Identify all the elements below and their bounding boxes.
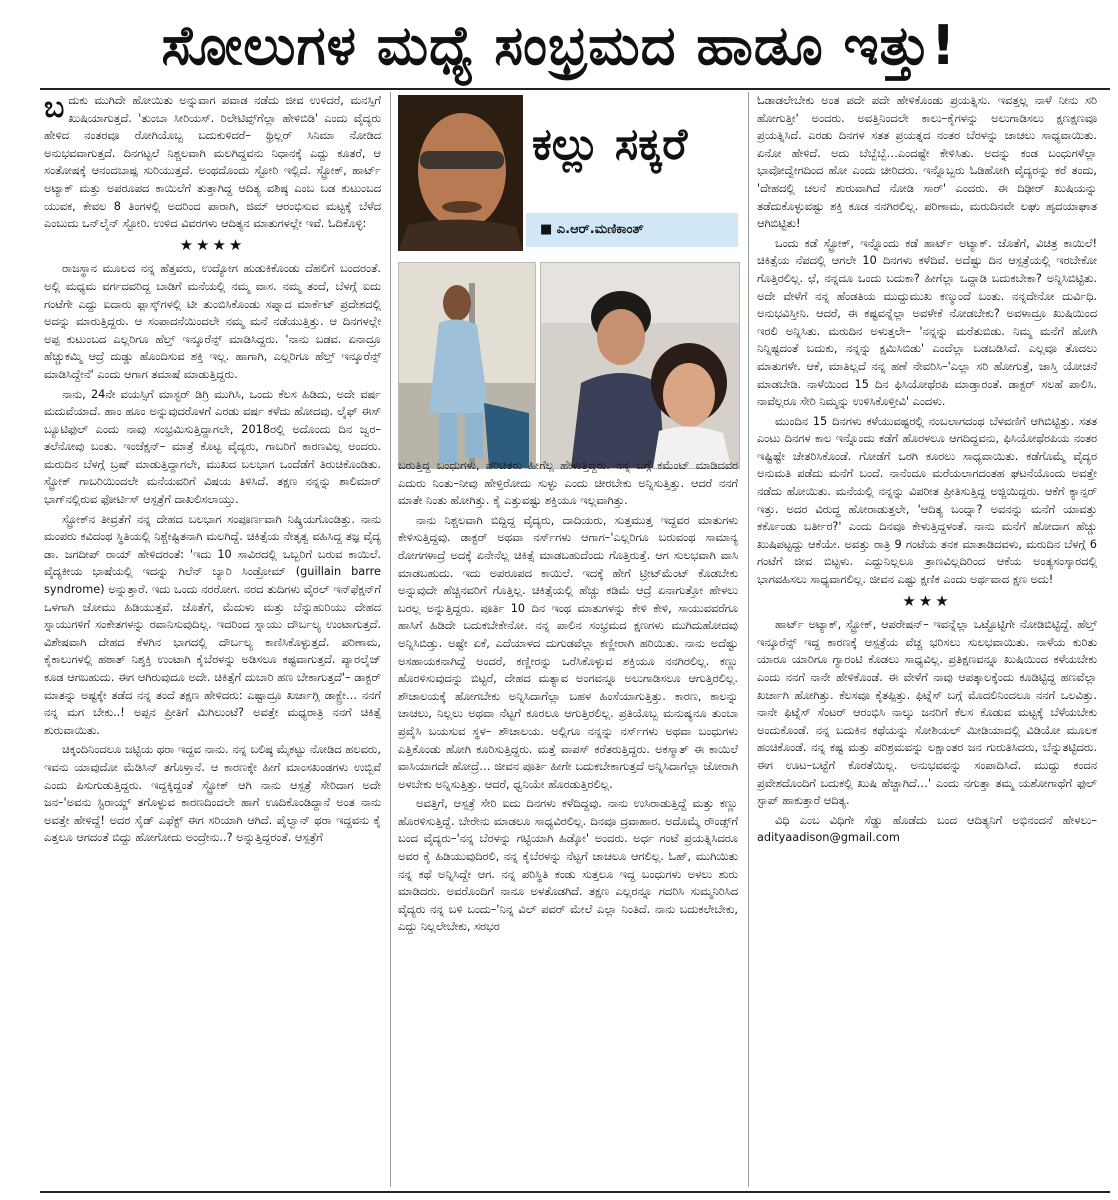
paragraph: ಸ್ಟ್ರೋಕ್‌ನ ತೀವ್ರತೆಗೆ ನನ್ನ ದೇಹದ ಬಲಭಾಗ ಸಂಪೂರ್ಣವಾಗಿ ನಿಷ್ಕ್ರಿಯಗೊಂಡಿತ್ತು. ನಾನು ಮಂಪರು ಕವಿದಂಥ ಸ್ಥಿತಿಯಲ್ಲಿ ನಿಶ್ಚೇಷ್ಟಿತನಾಗಿ ಮಲಗಿದ್ದೆ. ಚಿಕಿತ್ಸೆಯ ನೇತೃತ್ವ ವಹಿಸಿದ್ದ ತಜ್ಞ ವೈದ್ಯ ಡಾ. ಜಗದೀಪ್ ರಾಯ್ ಹೇಳಿದರಂತೆ: 'ಇದು 10 ಸಾವಿರದಲ್ಲಿ ಒಬ್ಬರಿಗೆ ಬರುವ ಕಾಯಿಲೆ. ವೈದ್ಯಕೀಯ ಭಾಷೆಯಲ್ಲಿ ಇದನ್ನು ಗಿಲೆನ್ ಬ್ಯಾರಿ ಸಿಂಡ್ರೋಮ್ (guillain barre syndrome) ಅನ್ನುತ್ತಾರೆ. ಇದು ಒಂದು ನರರೋಗ. ನರದ ತುದಿಗಳು ವೈರಲ್ ಇನ್‌ಫೆಕ್ಷನ್‌ಗೆ ಒಳಗಾಗಿ ಜೋಮು ಹಿಡಿಯುತ್ತವೆ. ಜೊತೆಗೆ, ಮೆದುಳು ಮತ್ತು ಬೆನ್ನುಹುರಿಯು ದೇಹದ ಸ್ನಾಯುಗಳಿಗೆ ಸಂಕೇತಗಳನ್ನು ರವಾನಿಸುವುದಿಲ್ಲ. ಇದರಿಂದ ಸ್ನಾಯು ದೌರ್ಬಲ್ಯ ಉಂಟಾಗುತ್ತದೆ. ವಿಶೇಷವಾಗಿ ದೇಹದ ಕೆಳಗಿನ ಭಾಗದಲ್ಲಿ ದೌರ್ಬಲ್ಯ ಕಾಣಿಸಿಕೊಳ್ಳುತ್ತದೆ. ಪರಿಣಾಮ, ಕೈಕಾಲುಗಳಲ್ಲಿ ಹಠಾತ್ ನಿಶ್ಶಕ್ತಿ ಉಂಟಾಗಿ ಕೈಬೆರಳನ್ನು ಅಡಿಸಲೂ ಕಷ್ಟವಾಗುತ್ತದೆ. ಪ್ಯಾರಲೈಜ್ ಕೂಡ ಆಗಬಹುದು. ಈಗ ಆಗಿರುವುದೂ ಅದೇ. ಚಿಕಿತ್ಸೆಗೆ ದುಬಾರಿ ಹಣ ಬೇಕಾಗುತ್ತದೆ'– ಡಾಕ್ಟರ್ ಮಾತನ್ನು ಅಷ್ಟಕ್ಕೇ ತಡೆದ ನನ್ನ ತಂದೆ ತಕ್ಷಣ ಹೇಳಿದರು: ಎಷ್ಟಾದ್ರೂ ಖರ್ಚಾಗ್ಲಿ ಡಾಕ್ಟ್ರೇ… ನನಗೆ ನನ್ನ ಮಗ ಬೇಕು..! ಅಪ್ಪನ ಪ್ರೀತಿಗೆ ಮಿಗಿಲುಂಟೆ? ಅವತ್ತೇ ಮಧ್ಯರಾತ್ರಿ ನನಗೆ ಚಿಕಿತ್ಸೆ ಶುರುವಾಯಿತು. [44,512,381,737]
column-header [398,95,738,251]
article-column-3 [757,92,1097,1187]
paragraph: ನಾನು, 24ನೇ ವಯಸ್ಸಿಗೆ ಮಾಸ್ಟರ್ ಡಿಗ್ರಿ ಮುಗಿಸಿ, ಒಂದು ಕೆಲಸ ಹಿಡಿದು, ಅದೇ ವರ್ಷ ಮದುವೆಯಾದೆ. ಹಾಂ ಹೂಂ ಅನ್ನುವುದರೊಳಗೆ ಎರಡು ವರ್ಷ ಕಳೆದು ಹೋದವು. ಲೈಫ್ ಈಸ್ ಬ್ಯೂಟಿಫುಲ್ ಎಂದು ನಾವು ಸಂಭ್ರಮಿಸುತ್ತಿದ್ದಾಗಲೇ, 2018ರಲ್ಲಿ ಅದೊಂದು ದಿನ ಜ್ವರ–ತಲೆನೋವು ಬಂತು. ಇಂಜೆಕ್ಷನ್– ಮಾತ್ರೆ ಕೊಟ್ಟ ವೈದ್ಯರು, ಗಾಬರಿಗೆ ಕಾರಣವಿಲ್ಲ ಅಂದರು. ಮರುದಿನ ಬೆಳಗ್ಗೆ ಬ್ರಷ್ ಮಾಡುತ್ತಿದ್ದಾಗಲೇ, ಮುಖದ ಬಲಭಾಗ ಒಂದೆಡೆಗೆ ತಿರುಚಿಕೊಂಡಿತು. ಸ್ಟ್ರೋಕ್ ಗಾಬರಿಯಿಂದಲೇ ಮನೆಯವರಿಗೆ ವಿಷಯ ತಿಳಿಸಿದೆ. ತಕ್ಷಣ ನನ್ನನ್ನು ಶಾಲಿಮಾರ್ ಭಾಗ್‌ನಲ್ಲಿರುವ ಫೋರ್ಟಿಸ್ ಆಸ್ಪತ್ರೆಗೆ ದಾಖಲಿಸಲಾಯ್ತು. [44,387,381,507]
bottom-rule [40,1191,1110,1193]
intro-paragraph: ಬದುಕು ಮುಗಿದೇ ಹೋಯಿತು ಅನ್ನುವಾಗ ಪವಾಡ ನಡೆದು ಜೀವ ಉಳಿದರೆ, ಮನಸ್ಸಿಗೆ ಖುಷಿಯಾಗುತ್ತದೆ. 'ತುಂಬಾ ಸೀರಿಯಸ್. ರಿಲೇಟಿವ್ಸ್‌ಗೆಲ್ಲಾ ಹೇಳಿಬಿಡಿ' ಎಂದು ವೈದ್ಯರು ಹೇಳಿದ ನಂತರವೂ ರೋಗಿಯೊಬ್ಬ ಬದುಕುಳಿದರೆ– ಥ್ರಿಲ್ಲರ್ ಸಿನಿಮಾ ನೋಡಿದ ಅನುಭವವಾಗುತ್ತದೆ. ದಿನಗಟ್ಟಲೆ ನಿಶ್ಚಲವಾಗಿ ಮಲಗಿದ್ದವನು ನಿಧಾನಕ್ಕೆ ಎದ್ದು ಕೂತರೆ, ಆ ಸಂತೋಷಕ್ಕೆ ಆನಂದಬಾಷ್ಪ ಸುರಿಯುತ್ತದೆ. ಅಂಥದೊಂದು ಸ್ಟೋರಿ ಇಲ್ಲಿದೆ. ಸ್ಟ್ರೋಕ್, ಹಾರ್ಟ್ ಅಟ್ಯಾಕ್ ಮತ್ತು ಅಪರೂಪದ ಕಾಯಿಲೆಗೆ ತುತ್ತಾಗಿದ್ದ ಆದಿತ್ಯ ವಶಿಷ್ಠ ಎಂಬ ಬಡ ಕುಟುಂಬದ ಯುವಕ, ಕೇವಲ 8 ತಿಂಗಳಲ್ಲಿ ಅದರಿಂದ ಪಾರಾಗಿ, ಜಿಮ್ ಆರಂಭಿಸುವ ಮಟ್ಟಕ್ಕೆ ಬೆಳೆದ ಎಂಬುದು ಒನ್‌ಲೈನ್ ಸ್ಟೋರಿ. ಉಳಿದ ವಿವರಗಳು ಆದಿತ್ಯನ ಮಾತುಗಳಲ್ಲೇ ಇವೆ. ಓದಿಕೊಳ್ಳಿ: [44,92,381,231]
section-divider-stars: ★★★ [902,591,952,610]
paragraph: ಮುಂದಿನ 15 ದಿನಗಳು ಕಳೆಯುವಷ್ಟರಲ್ಲಿ ನಂಬಲಾಗದಂಥ ಬೆಳವಣಿಗೆ ಆಗಿಬಿಟ್ಟಿತ್ತು. ಸತತ ಎಂಟು ದಿನಗಳ ಕಾಲ ಇನ್ನೊಂದು ಕಡೆಗೆ ಹೊರಳಲೂ ಆಗದಿದ್ದವನು, ಫಿಸಿಯೋಥೆರಪಿಯ ನಂತರ ಇಷ್ಟಿಷ್ಟೇ ಚೇತರಿಸಿಕೊಂಡೆ. ಗೋಡೆಗೆ ಒರಗಿ ಕೂರಲು ಸಾಧ್ಯವಾಯಿತು. ಕಡೆಗೊಮ್ಮೆ ವೈದ್ಯರ ಅನುಮತಿ ಪಡೆದು ಮನೆಗೆ ಬಂದೆ. ನಾನೆಂದೂ ಮರೆಯಲಾಗದಂತಹ ಘಟನೆಯೊಂದು ಅವತ್ತೇ ನಡೆದು ಹೋಯಿತು. ಮನೆಯಲ್ಲಿ ನನ್ನನ್ನು ವಿಪರೀತ ಪ್ರೀತಿಸುತ್ತಿದ್ದ ಅಜ್ಜಿಯಿದ್ದರು. ಆಕೆಗೆ ಕ್ಯಾನ್ಸರ್ ಇತ್ತು. ಅದರ ವಿರುದ್ಧ ಹೋರಾಡುತ್ತಲೇ, 'ಆದಿತ್ಯ ಬಂದ್ನಾ? ಅವನನ್ನು ಮನೆಗೆ ಯಾವತ್ತು ಕರ್ಕೊಂಡು ಬರ್ತೀರ?' ಎಂದು ದಿನವೂ ಕೇಳುತ್ತಿದ್ದಳಂತೆ. ನಾನು ಮನೆಗೆ ಹೋದಾಗ ಹೆಚ್ಚು ಖುಷಿಪಟ್ಟದ್ದು ಆಕೆಯೇ. ಅವತ್ತು ರಾತ್ರಿ 9 ಗಂಟೆಯ ತನಕ ಮಾತಾಡಿದವಳು, ಮರುದಿನ ಬೆಳಗ್ಗೆ 6 ಗಂಟೆಗೆ ಜೀವ ಬಿಟ್ಟಳು. ಎದ್ದುನಿಲ್ಲಲೂ ತ್ರಾಣವಿಲ್ಲದಿರಿಂದ ಆಕೆಯ ಅಂತ್ಯಸಂಸ್ಕಾರದಲ್ಲಿ ಭಾಗವಹಿಸಲು ಸಾಧ್ಯವಾಗಲಿಲ್ಲ. ಜೀವನ ಎಷ್ಟು ಕ್ಷಣಿಕ ಎಂದು ಅರ್ಥವಾದ ಕ್ಷಣ ಅದು! [757,414,1097,587]
paragraph: ರಾಜಸ್ಥಾನ ಮೂಲದ ನನ್ನ ಹೆತ್ತವರು, ಉದ್ಯೋಗ ಹುಡುಕಿಕೊಂಡು ದೆಹಲಿಗೆ ಬಂದರಂತೆ. ಅಲ್ಲಿ ಮಧ್ಯಮ ವರ್ಗದವರಿದ್ದ ಬಾಡಿಗೆ ಮನೆಯಲ್ಲಿ ನಮ್ಮ ವಾಸ. ನಮ್ಮ ತಂದೆ, ಬೆಳಗ್ಗೆ ಐದು ಗಂಟೆಗೇ ಎದ್ದು ಐದಾರು ಫ್ಲಾಸ್ಕ್‌ಗಳಲ್ಲಿ ಟೀ ತುಂಬಿಸಿಕೊಂಡು ಸಪ್ನಾದ ಮಾರ್ಕೆಟ್ ಪ್ರದೇಶದಲ್ಲಿ ಅದನ್ನು ಮಾರುತ್ತಿದ್ದರು. ಆ ಸಂಪಾದನೆಯಿಂದಲೇ ನಮ್ಮ ಮನೆ ನಡೆಯುತ್ತಿತ್ತು. ಆ ದಿನಗಳಲ್ಲೇ ಅಪ್ಪ ಕುಟುಂಬದ ಎಲ್ಲರಿಗೂ ಹೆಲ್ತ್ ಇನ್ಶೂರೆನ್ಸ್ ಮಾಡಿಸಿದ್ದರು. 'ನಾನು ಬಡವ. ಏನಾದ್ರೂ ಹೆಚ್ಚುಕಮ್ಮಿ ಆದ್ರೆ ದುಡ್ಡು ಹೊಂದಿಸುವ ಶಕ್ತಿ ಇಲ್ಲ. ಹಾಗಾಗಿ, ಎಲ್ಲರಿಗೂ ಹೆಲ್ತ್ ಇನ್ಶೂರೆನ್ಸ್ ಮಾಡಿಸಿದ್ದೇನೆ' ಎಂದು ಆಗಾಗ ತಮಾಷೆ ಮಾಡುತ್ತಿದ್ದರು. [44,262,381,381]
closing-paragraph: ವಿಧಿ ಎಂಬ ವಿಧಿಗೇ ಸೆಡ್ಡು ಹೊಡೆದು ಬಂದ ಆದಿತ್ಯನಿಗೆ ಅಭಿನಂದನೆ ಹೇಳಲು–adityaadison@gmail.com [757,813,1097,845]
couple-selfie-photo [540,262,740,469]
article-column-1 [44,92,381,1187]
paragraph: ಒಂದು ಕಡೆ ಸ್ಟ್ರೋಕ್, ಇನ್ನೊಂದು ಕಡೆ ಹಾರ್ಟ್ ಅಟ್ಯಾಕ್. ಜೊತೆಗೆ, ವಿಚಿತ್ರ ಕಾಯಿಲೆ! ಚಿಕಿತ್ಸೆಯ ನೆಪದಲ್ಲಿ ಆಗಲೇ 10 ದಿನಗಳು ಕಳೆದಿವೆ. ಅದೆಷ್ಟು ದಿನ ಆಸ್ಪತ್ರೆಯಲ್ಲಿ ಇರಬೇಕೋ ಗೊತ್ತಿರಲಿಲ್ಲ. ಛೆ, ನನ್ನದೂ ಒಂದು ಬದುಕಾ? ಹೀಗೆಲ್ಲಾ ಒದ್ದಾಡಿ ಬದುಕಬೇಕಾ? ಅನ್ನಿಸಿಬಿಟ್ಟಿತು. ಅದೇ ವೇಳೆಗೆ ನನ್ನ ಹೆಂಡತಿಯ ಮುದ್ದುಮುಖ ಕಣ್ಮುಂದೆ ಬಂತು. ನನ್ನದೇನೋ ದುರ್ವಿಧಿ. ಅನುಭವಿಸ್ತೀನಿ. ಆದರೆ, ಈ ಕಷ್ಟವನ್ನೆಲ್ಲಾ ಅವಳೇಕೆ ನೋಡಬೇಕು? ಅವಳಾದ್ರೂ ಖುಷಿಯಿಂದ ಇರಲಿ ಅನ್ನಿಸಿತು. ಮರುದಿನ ಅಳುತ್ತಲೇ– 'ನನ್ನನ್ನು ಮರೆತುಬಿಡು. ನಿಮ್ಮ ಮನೆಗೆ ಹೋಗಿ ನಿನ್ನಿಷ್ಟದಂತೆ ಬದುಕು, ನನ್ನನ್ನು ಕ್ಷಮಿಸಿಬಿಡು' ಎಂದೆಲ್ಲಾ ಬಡಬಡಿಸಿದೆ. ಎಲ್ಲವೂ ತೊದಲು ಮಾತುಗಳೇ. ಆಕೆ, ಮಾತಿಲ್ಲದೆ ನನ್ನ ಹಣೆ ನೇವರಿಸಿ–'ಎಲ್ಲಾ ಸರಿ ಹೋಗುತ್ತೆ, ಜಾಸ್ತಿ ಯೋಚನೆ ಮಾಡಬೇಡಿ. ನಾಳೆಯಿಂದ 15 ದಿನ ಫಿಸಿಯೋಥೆರಪಿ ಮಾಡ್ತಾರಂತೆ. ಡಾಕ್ಟರ್ ಸಲಹೆ ಪಾಲಿಸಿ. ನಾವೆಲ್ಲರೂ ಸೇರಿ ನಿಮ್ಮನ್ನು ಉಳಿಸಿಕೊಳ್ತೀವಿ' ಎಂದಳು. [757,236,1097,409]
paragraph: ಓಡಾಡಲೇಬೇಕು ಅಂತ ಪದೇ ಪದೇ ಹೇಳಿಕೊಂಡು ಪ್ರಯತ್ನಿಸು. ಇವತ್ತಲ್ಲ ನಾಳೆ ನೀನು ಸರಿ ಹೋಗುತ್ತೀ' ಅಂದರು. ಅವತ್ತಿನಿಂದಲೇ ಕಾಲು–ಕೈಗಳನ್ನು ಅಲುಗಾಡಿಸಲು ಕ್ಷಣಕ್ಷಣವೂ ಪ್ರಯತ್ನಿಸಿದೆ. ಎರಡು ದಿನಗಳ ಸತತ ಪ್ರಯತ್ನದ ನಂತರ ಬೆರಳನ್ನು ಚಾಚಲು ಸಾಧ್ಯವಾಯಿತು. ಏನೋ ಹೇಳಿದೆ. ಅದು ಬೆಬ್ಬೆಬ್ಬೆ…ಎಂದಷ್ಟೇ ಕೇಳಿಸಿತು. ಅದನ್ನು ಕಂಡ ಬಂಧುಗಳೆಲ್ಲಾ ಭಾವೋದ್ವೇಗದಿಂದ ಹೋ ಎಂದು ಚೀರಿದರು. ಇನ್ನೊಬ್ಬರು ಓಡಿಹೋಗಿ ವೈದ್ಯರನ್ನು ಕರೆ ತಂದು, 'ದೇಹದಲ್ಲಿ ಚಲನೆ ಶುರುವಾಗಿದೆ ನೋಡಿ ಸಾರ್' ಎಂದರು. ಈ ದಿಢೀರ್ ಖುಷಿಯನ್ನು ತಡೆದುಕೊಳ್ಳುವಷ್ಟು ಶಕ್ತಿ ಕೂಡ ನನಗಿರಲಿಲ್ಲ. ಪರಿಣಾಮ, ಮರುದಿನವೇ ಲಘು ಹೃದಯಾಘಾತ ಆಗಿಬಿಟ್ಟಿತು! [757,94,1097,231]
article-column-2 [398,457,738,1187]
column-divider [748,92,749,1187]
section-divider-stars: ★★★★ [179,235,246,254]
contact-email[interactable]: adityaadison@gmail.com [757,831,900,845]
paragraph: ಹಾರ್ಟ್ ಅಟ್ಯಾಕ್, ಸ್ಟ್ರೋಕ್, ಆಪರೇಷನ್– ಇವನ್ನೆಲ್ಲಾ ಒಟ್ಟೊಟ್ಟಿಗೇ ನೋಡಿಬಿಟ್ಟಿದ್ದೆ. ಹೆಲ್ತ್ ಇನ್ಶೂರೆನ್ಸ್ ಇದ್ದ ಕಾರಣಕ್ಕೆ ಆಸ್ಪತ್ರೆಯ ವೆಚ್ಚ ಭರಿಸಲು ಸುಲಭವಾಯಿತು. ನಾಳೆಯ ಕುರಿತು ಯಾರೂ ಯಾರಿಗೂ ಗ್ಯಾರಂಟಿ ಕೊಡಲು ಸಾಧ್ಯವಿಲ್ಲ. ಪ್ರತಿಕ್ಷಣವನ್ನೂ ಖುಷಿಯಿಂದ ಕಳೆಯಬೇಕು ಎಂದು ನನಗೆ ನಾನೇ ಹೇಳಿಕೊಂಡೆ. ಈ ವೇಳೆಗೆ ನಾವು ಆಪತ್ಕಾಲಕ್ಕೆಂದು ಕೂಡಿಟ್ಟಿದ್ದ ಹಣವೆಲ್ಲಾ ಖರ್ಚಾಗಿ ಹೋಗಿತ್ತು. ಕೆಲಸವೂ ಕೈತಪ್ಪಿತ್ತು. ಫಿಟ್ನೆಸ್ ಬಗ್ಗೆ ಮೊದಲಿನಿಂದಲೂ ನನಗೆ ಒಲವಿತ್ತು. ನಾನೇ ಫಿಟ್ನೆಸ್ ಸೆಂಟರ್ ಆರಂಭಿಸಿ ನಾಲ್ಕು ಜನರಿಗೆ ಕೆಲಸ ಕೊಡುವ ಮಟ್ಟಕ್ಕೆ ಬೆಳೆಯಬೇಕು ಅಂದುಕೊಂಡೆ. ನನ್ನ ಬದುಕಿನ ಕಥೆಯನ್ನು ಸೋಶಿಯಲ್ ಮೀಡಿಯಾದಲ್ಲಿ ವಿಡಿಯೋ ಮೂಲಕ ಹಂಚಿಕೊಂಡೆ. ನನ್ನ ಕಷ್ಟ ಮತ್ತು ಪರಿಶ್ರಮವನ್ನು ಲಕ್ಷಾಂತರ ಜನ ಗುರುತಿಸಿದರು, ಬೆನ್ನುತಟ್ಟಿದರು. ಈಗ ಊಟ–ಬಟ್ಟೆಗೆ ಕೊರತೆಯಿಲ್ಲ. ಅನುಭವವನ್ನು ಸಂಪಾದಿಸಿದೆ. ಮುದ್ದು ಕಂದನ ಪ್ರವೇಶದೊಂದಿಗೆ ಬದುಕಲ್ಲಿ ಖುಷಿ ಹೆಚ್ಚಾಗಿದೆ…' ಎಂದು ನಗುತ್ತಾ ತಮ್ಮ ಯಶೋಗಾಥೆಗೆ ಫುಲ್ ಸ್ಟಾಪ್ ಹಾಕುತ್ತಾರೆ ಆದಿತ್ಯ. [757,618,1097,808]
paragraph: ನಾನು ನಿಶ್ಚಲವಾಗಿ ಬಿದ್ದಿದ್ದ ವೈದ್ಯರು, ದಾದಿಯರು, ಸುತ್ತಮುತ್ತ ಇದ್ದವರ ಮಾತುಗಳು ಕೇಳಿಸುತ್ತಿದ್ದವು. ಡಾಕ್ಟರ್ ಅಥವಾ ನರ್ಸ್‌ಗಳು ಆಗಾಗ–'ಎಲ್ಲರಿಗೂ ಬರುವಂಥ ಸಾಮಾನ್ಯ ರೋಗಗಳಾದ್ರೆ ಅದಕ್ಕೆ ಏನೇನೆಲ್ಲ ಚಿಕಿತ್ಸೆ ಮಾಡಬಹುದೆಂದು ಗೊತ್ತಿರುತ್ತೆ. ಆಗ ಸುಲಭವಾಗಿ ವಾಸಿ ಮಾಡಬಹುದು. ಇದು ಅಪರೂಪದ ಕಾಯಿಲೆ. ಇದಕ್ಕೆ ಹೇಗೆ ಟ್ರೀಟ್‌ಮೆಂಟ್ ಕೊಡಬೇಕು ಅನ್ನುವುದೇ ಹೆಚ್ಚಿನವರಿಗೆ ಗೊತ್ತಿಲ್ಲ. ಚಿಕಿತ್ಸೆಯಲ್ಲಿ ಹೆಚ್ಚು ಕಡಿಮೆ ಆದ್ರೆ ಏನಾಗುತ್ತೋ ಹೇಳಲು ಬರಲ್ಲ ಅನ್ನುತ್ತಿದ್ದರು. ಪೂರ್ತಿ 10 ದಿನ ಇಂಥ ಮಾತುಗಳನ್ನು ಕೇಳಿ ಕೇಳಿ, ಸಾಯುವವರೆಗೂ ಹಾಸಿಗೆ ಹಿಡಿದೇ ಬದುಕಬೇಕೇನೋ. ನನ್ನ ಪಾಲಿನ ಸಂಭ್ರಮದ ಕ್ಷಣಗಳು ಮುಗಿದುಹೋದವು ಅನ್ನಿಸಿಬಿಡ್ತು. ಅಷ್ಟೇ ಏಕೆ, ಎದೆಯಾಳದ ದುಗುಡವೆಲ್ಲಾ ಕಣ್ಣೀರಾಗಿ ಹರಿಯಿತು. ನಾನು ಅದೆಷ್ಟು ಅಸಹಾಯಕನಾಗಿದ್ದೆ ಅಂದರೆ, ಕಣ್ಣೀರನ್ನು ಒರೆಸಿಕೊಳ್ಳುವ ಶಕ್ತಿಯೂ ನನಗಿರಲಿಲ್ಲ. ಕಣ್ಣು ಹೊರಳಿಸುವುದನ್ನು ಬಿಟ್ಟರೆ, ದೇಹದ ಮತ್ಯಾವ ಅಂಗವನ್ನೂ ಅಲುಗಾಡಿಸಲೂ ಆಗುತ್ತಿರಲಿಲ್ಲ. ಶೌಚಾಲಯಕ್ಕೆ ಹೋಗಬೇಕು ಅನ್ನಿಸಿದಾಗೆಲ್ಲಾ ಬಹಳ ಹಿಂಸೆಯಾಗುತ್ತಿತ್ತು. ಕಾರಣ, ಕಾಲನ್ನು ಚಾಚಲು, ನಿಲ್ಲಲು ಅಥವಾ ನೆಟ್ಟಗೆ ಕೂರಲೂ ಆಗುತ್ತಿರಲಿಲ್ಲ. ಪ್ರತಿಯೊಬ್ಬ ಮನುಷ್ಯನೂ ತುಂಬಾ ಪ್ರವೈಸಿ ಬಯಸುವ ಸ್ಥಳ– ಶೌಚಾಲಯ. ಅಲ್ಲಿಗೂ ನನ್ನನ್ನು ನರ್ಸ್‌ಗಳು ಅಥವಾ ಬಂಧುಗಳು ಎತ್ತಿಕೊಂಡು ಹೋಗಿ ಕೂರಿಸುತ್ತಿದ್ದರು. ಮತ್ತೆ ವಾಪಸ್ ಕರೆತರುತ್ತಿದ್ದರು. ಅಕಸ್ಮಾತ್ ಈ ಕಾಯಿಲೆ ವಾಸಿಯಾಗದೇ ಹೋದ್ರೆ… ಜೀವನ ಪೂರ್ತಿ ಹೀಗೇ ಬದುಕಬೇಕಾಗುತ್ತದೆ ಅನ್ನಿಸಿದಾಗೆಲ್ಲಾ ಜೋರಾಗಿ ಅಳಬೇಕು ಅನ್ನಿಸುತ್ತಿತ್ತು. ಆದರೆ, ಧ್ವನಿಯೇ ಹೊರಡುತ್ತಿರಲಿಲ್ಲ. [398,513,738,791]
column-divider [390,92,391,1187]
headline: ಸೋಲುಗಳ ಮಧ್ಯೆ ಸಂಭ್ರಮದ ಹಾಡೂ ಇತ್ತು! [161,14,957,77]
column-title: ಕಲ್ಲು ಸಕ್ಕರೆ [532,119,688,170]
paragraph: ಚಿಕ್ಕಂದಿನಿಂದಲೂ ಜಟ್ಟಿಯ ಥರಾ ಇದ್ದವ ನಾನು. ನನ್ನ ಬಲಿಷ್ಠ ಮೈಕಟ್ಟು ನೋಡಿದ ಹಲವರು, ಇವನು ಯಾವುದೋ ಮೆಡಿಸಿನ್ ತಗೊಳ್ತಾನೆ. ಆ ಕಾರಣಕ್ಕೇ ಹೀಗೆ ಮಾಂಸಖಂಡಗಳು ಉಬ್ಬಿವೆ ಎಂದು ಪಿಸುಗುಡುತ್ತಿದ್ದರು. ಇದ್ದಕ್ಕಿದ್ದಂತೆ ಸ್ಟ್ರೋಕ್ ಆಗಿ ನಾನು ಆಸ್ಪತ್ರೆ ಸೇರಿದಾಗ ಅದೇ ಜನ–'ಅವನು ಸ್ಟಿರಾಯ್ಡ್ ತಗೊಳ್ಳುವ ಕಾರಣದಿಂದಲೇ ಹಾಗೆ ಊದಿಕೊಂಡಿದ್ದಾನೆ ಅಂತ ನಾನು ಅವತ್ತೇ ಹೇಳಿದ್ದೆ! ಅದರ ಸೈಡ್ ಎಫೆಕ್ಟ್ ಈಗ ಸರಿಯಾಗಿ ಆಗಿದೆ. ಪೈಲ್ವಾನ್ ಥರಾ ಇದ್ದವನು ಕೈ ಎತ್ತಲೂ ಆಗದಂತೆ ಬಿದ್ದು ಹೋಗೋದು ಅಂದ್ರೇನು..? ಅನ್ನುತ್ತಿದ್ದರಂತೆ. ಆಸ್ಪತ್ರೆಗೆ [44,743,381,845]
paragraph: ಅವತ್ತಿಗೆ, ಆಸ್ಪತ್ರೆ ಸೇರಿ ಐದು ದಿನಗಳು ಕಳೆದಿದ್ದವು. ನಾನು ಉಸಿರಾಡುತ್ತಿದ್ದೆ ಮತ್ತು ಕಣ್ಣು ಹೊರಳಿಸುತ್ತಿದ್ದೆ. ಬೇರೇನು ಮಾಡಲೂ ಸಾಧ್ಯವಿರಲಿಲ್ಲ. ದಿನವೂ ದ್ರವಾಹಾರ. ಅದೊಮ್ಮೆ ರೌಂಡ್ಸ್‌ಗೆ ಬಂದ ವೈದ್ಯರು–'ನನ್ನ ಬೆರಳನ್ನು ಗಟ್ಟಿಯಾಗಿ ಹಿಡ್ಕೋ' ಅಂದರು. ಅರ್ಧ ಗಂಟೆ ಪ್ರಯತ್ನಿಸಿದರೂ ಅವರ ಕೈ ಹಿಡಿಯುವುದಿರಲಿ, ನನ್ನ ಕೈಬೆರಳನ್ನು ನೆಟ್ಟಗೆ ಚಾಚಲೂ ಆಗಲಿಲ್ಲ. ಓಹ್, ಮುಗಿಯಿತು ನನ್ನ ಕಥೆ ಅನ್ನಿಸಿದ್ದೇ ಆಗ. ನನ್ನ ಪರಿಸ್ಥಿತಿ ಕಂಡು ಸುತ್ತಲೂ ಇದ್ದ ಬಂಧುಗಳು ಅಳಲು ಶುರು ಮಾಡಿದರು. ಅವರೊಂದಿಗೆ ನಾನೂ ಅಳತೊಡಗಿದೆ. ತಕ್ಷಣ ಎಲ್ಲರನ್ನೂ ಗದರಿಸಿ ಸುಮ್ಮನಿರಿಸಿದ ವೈದ್ಯರು ನನ್ನ ಬಳಿ ಬಂದು–'ನಿನ್ನ ವಿಲ್ ಪವರ್ ಮೇಲೆ ಎಲ್ಲಾ ನಿಂತಿದೆ. ನಾನು ಬದುಕಲೇಬೇಕು, ಎದ್ದು ನಿಲ್ಲಲೇಬೇಕು, ಸರಭರ [398,797,738,934]
drop-cap: ಬ [44,92,65,125]
author-portrait [398,95,523,251]
hospital-photo [398,262,536,469]
author-byline: ■ ಎ.ಆರ್.ಮಣಿಕಾಂತ್ [526,213,738,247]
paragraph: ಬರುತ್ತಿದ್ದ ಬಂಧುಗಳು, ಪರಿಚಿತರು ಹೀಗೆಲ್ಲ ಹೇಳುತ್ತಿದ್ದರು. ನನ್ನ ಬಗ್ಗೆ ಕಮೆಂಟ್ ಮಾಡಿದವರ ಎದುರು ನಿಂತು–ನೀವು ಹೇಳ್ತಿರೋದು ಸುಳ್ಳು ಎಂದು ಚೀರಬೇಕು ಅನ್ನಿಸುತ್ತಿತ್ತು. ಆದರೆ ನನಗೆ ಮಾತೇ ನಿಂತು ಹೋಗಿತ್ತು. ಕೈ ಎತ್ತುವಷ್ಟು ಶಕ್ತಿಯೂ ಇಲ್ಲವಾಗಿತ್ತು. [398,459,738,508]
headline-rule [40,88,1110,90]
